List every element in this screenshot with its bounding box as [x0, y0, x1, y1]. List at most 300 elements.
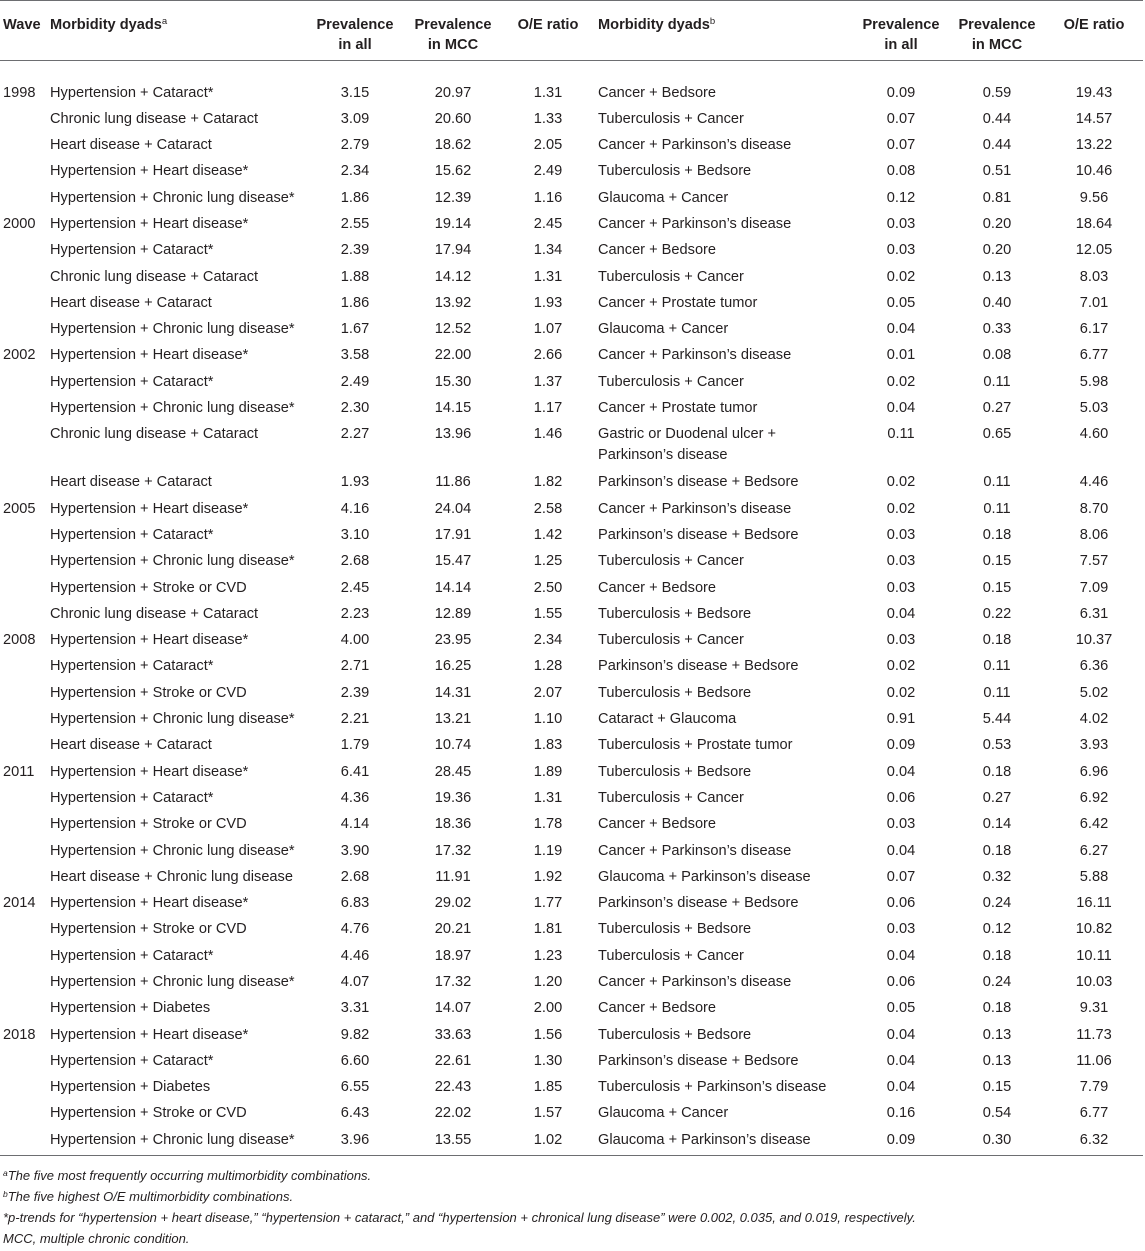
prevalence-mcc-cell: 0.18	[982, 526, 1012, 543]
frequent-dyad-cell: Hypertension + Cataract*	[50, 526, 214, 543]
prevalence-all-cell: 1.86	[340, 294, 370, 311]
high-oe-dyad-cell: Tuberculosis + Prostate tumor	[598, 737, 793, 754]
header-prevalence-all-line2: in all	[338, 37, 372, 53]
table-row	[0, 1048, 1143, 1074]
prevalence-all-cell: 0.06	[886, 789, 916, 806]
prevalence-mcc-cell: 0.11	[983, 658, 1011, 675]
prevalence-all-cell: 2.21	[340, 711, 370, 728]
prevalence-all-cell: 0.06	[886, 974, 916, 990]
oe-ratio-cell: 9.56	[1079, 189, 1109, 206]
prevalence-all-cell: 0.03	[886, 553, 916, 570]
prevalence-all-cell: 0.05	[886, 294, 916, 311]
table-row	[0, 469, 1143, 495]
prevalence-mcc-cell: 0.32	[982, 868, 1012, 885]
high-oe-dyad-cell: Tuberculosis + Bedsore	[598, 763, 752, 780]
high-oe-dyad-cell: Cancer + Parkinson’s disease	[598, 215, 792, 232]
oe-ratio-cell: 1.31	[533, 789, 563, 806]
oe-ratio-cell: 1.17	[533, 400, 563, 417]
prevalence-mcc-cell: 14.31	[434, 684, 472, 701]
frequent-dyad-cell: Chronic lung disease + Cataract	[50, 426, 259, 443]
table-row	[0, 106, 1143, 132]
frequent-dyad-cell: Hypertension + Cataract*	[50, 84, 214, 101]
table-row	[0, 601, 1143, 627]
wave-cell	[0, 264, 46, 290]
wave-cell	[0, 237, 46, 263]
prevalence-mcc-cell: 0.24	[982, 895, 1012, 912]
prevalence-mcc-cell: 0.59	[982, 84, 1012, 101]
oe-ratio-cell: 1.07	[533, 321, 563, 338]
frequent-dyad-cell: Hypertension + Chronic lung disease*	[50, 842, 295, 859]
wave-cell	[0, 838, 46, 864]
wave-cell	[0, 548, 46, 574]
table-row	[0, 995, 1143, 1021]
wave-cell	[0, 706, 46, 732]
prevalence-mcc-cell: 17.32	[434, 842, 472, 859]
oe-ratio-cell: 1.83	[533, 737, 563, 754]
prevalence-all-cell: 0.04	[886, 947, 916, 964]
prevalence-mcc-cell: 13.96	[434, 426, 472, 443]
frequent-dyad-cell: Hypertension + Diabetes	[50, 1079, 211, 1096]
high-oe-dyad-cell: Cancer + Parkinson’s disease	[598, 842, 792, 859]
oe-ratio-cell: 6.32	[1079, 1131, 1109, 1148]
oe-ratio-cell: 10.11	[1076, 947, 1112, 964]
wave-cell: 2018	[3, 1026, 36, 1043]
high-oe-dyad-cell: Parkinson’s disease + Bedsore	[598, 895, 799, 912]
prevalence-all-cell: 0.04	[886, 842, 916, 859]
prevalence-mcc-cell: 29.02	[434, 895, 472, 912]
header-prevalence-all-line1: Prevalence	[316, 17, 394, 33]
wave-cell	[0, 680, 46, 706]
prevalence-all-cell: 0.04	[886, 1026, 916, 1043]
oe-ratio-cell: 8.03	[1079, 268, 1109, 285]
high-oe-dyad-cell: Parkinson’s disease + Bedsore	[598, 526, 799, 543]
oe-ratio-cell: 11.06	[1076, 1052, 1112, 1069]
table-row	[0, 264, 1143, 290]
prevalence-all-cell: 0.08	[886, 163, 916, 180]
oe-ratio-cell: 1.42	[533, 526, 563, 543]
table-row	[0, 522, 1143, 548]
oe-ratio-cell: 1.31	[533, 84, 563, 101]
prevalence-mcc-cell: 14.12	[434, 268, 472, 285]
table-row	[0, 185, 1143, 211]
footnote-b	[3, 1186, 1139, 1207]
table-row	[0, 864, 1143, 890]
prevalence-all-cell: 0.09	[886, 84, 916, 101]
prevalence-mcc-cell: 20.21	[434, 921, 472, 938]
oe-ratio-cell: 7.79	[1079, 1079, 1109, 1096]
frequent-dyad-cell: Hypertension + Stroke or CVD	[50, 684, 247, 701]
oe-ratio-cell: 6.27	[1079, 842, 1109, 859]
high-oe-dyad-cell: Tuberculosis + Cancer	[598, 373, 744, 390]
oe-ratio-cell: 5.02	[1079, 684, 1109, 701]
prevalence-mcc-cell: 0.54	[982, 1105, 1012, 1122]
prevalence-all-cell: 9.82	[340, 1026, 370, 1043]
frequent-dyad-cell: Hypertension + Diabetes	[50, 1000, 211, 1017]
prevalence-mcc-cell: 0.15	[982, 1079, 1012, 1096]
high-oe-dyad-cell: Tuberculosis + Cancer	[598, 268, 744, 285]
oe-ratio-cell: 2.34	[533, 632, 563, 649]
prevalence-all-cell: 2.30	[340, 400, 370, 417]
prevalence-mcc-cell: 28.45	[434, 763, 472, 780]
frequent-dyad-cell: Hypertension + Chronic lung disease*	[50, 189, 295, 206]
table-row	[0, 732, 1143, 758]
prevalence-mcc-cell: 0.81	[982, 189, 1012, 206]
wave-cell: 2011	[3, 763, 35, 780]
prevalence-mcc-cell: 18.62	[434, 137, 472, 154]
prevalence-all-cell: 0.02	[886, 500, 916, 517]
oe-ratio-cell: 8.06	[1079, 526, 1109, 543]
frequent-dyad-cell: Heart disease + Cataract	[50, 294, 212, 311]
table-row	[0, 785, 1143, 811]
high-oe-dyad-cell: Cataract + Glaucoma	[598, 711, 737, 728]
table-row	[0, 890, 1143, 916]
table-row	[0, 496, 1143, 522]
prevalence-all-cell: 0.02	[886, 373, 916, 390]
frequent-dyad-cell: Hypertension + Heart disease*	[50, 163, 249, 180]
prevalence-all-cell: 0.16	[886, 1105, 916, 1122]
prevalence-all-cell: 2.23	[340, 605, 370, 622]
prevalence-all-cell: 4.14	[340, 816, 370, 833]
oe-ratio-cell: 1.37	[533, 373, 563, 390]
prevalence-mcc-cell: 17.91	[434, 526, 472, 543]
prevalence-mcc-cell: 17.32	[434, 974, 472, 990]
prevalence-all-cell: 3.58	[340, 347, 370, 364]
oe-ratio-cell: 1.23	[533, 947, 563, 964]
oe-ratio-cell: 12.05	[1075, 242, 1113, 259]
prevalence-all-cell: 0.91	[886, 711, 916, 728]
high-oe-dyad-cell: Tuberculosis + Parkinson’s disease	[598, 1079, 827, 1096]
prevalence-all-cell: 6.55	[340, 1079, 370, 1096]
frequent-dyad-cell: Heart disease + Chronic lung disease	[50, 868, 293, 885]
frequent-dyad-cell: Hypertension + Cataract*	[50, 242, 214, 259]
prevalence-all-cell: 4.76	[340, 921, 370, 938]
footnote-b-mark: b	[3, 1188, 8, 1199]
header-prevalence-mcc-line2: in MCC	[427, 37, 479, 53]
prevalence-mcc-cell: 0.53	[982, 737, 1012, 754]
header-prevalence-all-line1: Prevalence	[862, 17, 940, 33]
oe-ratio-cell: 10.46	[1075, 163, 1113, 180]
high-oe-dyad-cell: Cancer + Bedsore	[598, 1000, 717, 1017]
oe-ratio-cell: 6.92	[1079, 789, 1109, 806]
frequent-dyad-cell: Chronic lung disease + Cataract	[50, 268, 259, 285]
oe-ratio-cell: 2.45	[533, 215, 563, 232]
prevalence-all-cell: 0.11	[887, 426, 915, 443]
prevalence-all-cell: 0.07	[886, 110, 916, 127]
prevalence-mcc-cell: 24.04	[434, 500, 472, 517]
wave-cell	[0, 916, 46, 942]
oe-ratio-cell: 2.49	[533, 163, 563, 180]
prevalence-mcc-cell: 18.97	[434, 947, 472, 964]
prevalence-mcc-cell: 0.12	[982, 921, 1012, 938]
prevalence-all-cell: 3.10	[340, 526, 370, 543]
frequent-dyad-cell: Hypertension + Cataract*	[50, 1052, 214, 1069]
prevalence-mcc-cell: 20.97	[434, 84, 472, 101]
oe-ratio-cell: 2.50	[533, 579, 563, 596]
oe-ratio-cell: 1.56	[533, 1026, 563, 1043]
high-oe-dyad-cell: Tuberculosis + Cancer	[598, 947, 744, 964]
oe-ratio-cell: 14.57	[1075, 110, 1113, 127]
prevalence-mcc-cell: 18.36	[434, 816, 472, 833]
oe-ratio-cell: 1.19	[533, 842, 563, 859]
frequent-dyad-cell: Hypertension + Chronic lung disease*	[50, 321, 295, 338]
table-row	[0, 575, 1143, 601]
header-prevalence-mcc-line2: in MCC	[971, 37, 1023, 53]
high-oe-dyad-cell: Glaucoma + Cancer	[598, 189, 729, 206]
table-row	[0, 759, 1143, 785]
oe-ratio-cell: 4.02	[1079, 711, 1109, 728]
high-oe-dyad-cell: Cancer + Parkinson’s disease	[598, 347, 792, 364]
prevalence-all-cell: 2.55	[340, 215, 370, 232]
oe-ratio-cell: 10.82	[1075, 921, 1113, 938]
oe-ratio-cell: 1.89	[533, 763, 563, 780]
high-oe-dyad-cell: Glaucoma + Parkinson’s disease	[598, 1131, 811, 1148]
prevalence-mcc-cell: 22.00	[434, 347, 472, 364]
oe-ratio-cell: 4.60	[1079, 426, 1109, 443]
frequent-dyad-cell: Hypertension + Heart disease*	[50, 895, 249, 912]
oe-ratio-cell: 19.43	[1075, 84, 1113, 101]
prevalence-mcc-cell: 0.13	[982, 1026, 1012, 1043]
prevalence-all-cell: 4.16	[340, 500, 370, 517]
frequent-dyad-cell: Hypertension + Chronic lung disease*	[50, 1131, 295, 1148]
table-row	[0, 290, 1143, 316]
prevalence-all-cell: 4.46	[340, 947, 370, 964]
prevalence-mcc-cell: 11.86	[435, 474, 471, 491]
high-oe-dyad-cell: Tuberculosis + Bedsore	[598, 921, 752, 938]
high-oe-dyad-cell: Tuberculosis + Bedsore	[598, 163, 752, 180]
prevalence-all-cell: 0.05	[886, 1000, 916, 1017]
prevalence-all-cell: 0.12	[886, 189, 916, 206]
wave-cell	[0, 601, 46, 627]
prevalence-all-cell: 2.39	[340, 242, 370, 259]
table-row	[0, 395, 1143, 421]
prevalence-mcc-cell: 0.14	[982, 816, 1012, 833]
frequent-dyad-cell: Hypertension + Chronic lung disease*	[50, 400, 295, 417]
table-row	[0, 969, 1143, 995]
high-oe-dyad-cell: Tuberculosis + Cancer	[598, 632, 744, 649]
oe-ratio-cell: 1.10	[533, 711, 563, 728]
prevalence-mcc-cell: 12.52	[434, 321, 472, 338]
high-oe-dyad-cell: Glaucoma + Cancer	[598, 1105, 729, 1122]
frequent-dyad-cell: Hypertension + Chronic lung disease*	[50, 553, 295, 570]
oe-ratio-cell: 3.93	[1079, 737, 1109, 754]
oe-ratio-cell: 7.01	[1079, 294, 1109, 311]
prevalence-mcc-cell: 0.15	[982, 579, 1012, 596]
prevalence-mcc-cell: 33.63	[434, 1026, 472, 1043]
prevalence-mcc-cell: 0.44	[982, 137, 1012, 154]
table-row	[0, 316, 1143, 342]
prevalence-all-cell: 0.04	[886, 605, 916, 622]
prevalence-all-cell: 2.79	[340, 137, 370, 154]
oe-ratio-cell: 7.57	[1079, 553, 1109, 570]
prevalence-all-cell: 2.71	[340, 658, 370, 675]
table-row	[0, 943, 1143, 969]
prevalence-mcc-cell: 14.14	[434, 579, 472, 596]
oe-ratio-cell: 1.85	[533, 1079, 563, 1096]
high-oe-dyad-cell: Cancer + Prostate tumor	[598, 294, 758, 311]
prevalence-all-cell: 4.00	[340, 632, 370, 649]
prevalence-mcc-cell: 0.18	[982, 632, 1012, 649]
oe-ratio-cell: 1.02	[533, 1131, 563, 1148]
high-oe-dyad-cell: Glaucoma + Cancer	[598, 321, 729, 338]
high-oe-dyad-cell: Cancer + Prostate tumor	[598, 400, 758, 417]
prevalence-all-cell: 0.02	[886, 474, 916, 491]
header-prevalence-mcc-1	[404, 1, 502, 61]
wave-cell	[0, 785, 46, 811]
header-prevalence-all-2	[853, 1, 949, 61]
high-oe-dyad-cell: Tuberculosis + Bedsore	[598, 605, 752, 622]
frequent-dyad-cell: Chronic lung disease + Cataract	[50, 605, 259, 622]
oe-ratio-cell: 1.31	[533, 268, 563, 285]
table-row	[0, 158, 1143, 184]
wave-cell	[0, 864, 46, 890]
footnote-a-mark: a	[3, 1167, 8, 1178]
header-dyads-a-sup: a	[161, 16, 168, 27]
wave-cell: 2014	[3, 895, 36, 912]
high-oe-dyad-cell: Cancer + Bedsore	[598, 84, 717, 101]
prevalence-mcc-cell: 0.11	[983, 474, 1011, 491]
prevalence-all-cell: 2.45	[340, 579, 370, 596]
prevalence-all-cell: 2.39	[340, 684, 370, 701]
prevalence-mcc-cell: 12.39	[434, 189, 472, 206]
wave-cell	[0, 522, 46, 548]
oe-ratio-cell: 6.77	[1079, 1105, 1109, 1122]
prevalence-all-cell: 1.93	[340, 474, 370, 491]
prevalence-all-cell: 4.36	[340, 789, 370, 806]
table-row	[0, 811, 1143, 837]
oe-ratio-cell: 1.81	[533, 921, 563, 938]
table-row	[0, 706, 1143, 732]
wave-cell	[0, 732, 46, 758]
header-gap	[0, 61, 1143, 80]
prevalence-all-cell: 6.43	[340, 1105, 370, 1122]
wave-cell	[0, 1100, 46, 1126]
wave-cell	[0, 185, 46, 211]
prevalence-mcc-cell: 0.18	[982, 763, 1012, 780]
prevalence-mcc-cell: 0.11	[983, 373, 1011, 390]
prevalence-mcc-cell: 22.43	[434, 1079, 472, 1096]
prevalence-all-cell: 3.15	[340, 84, 370, 101]
wave-cell	[0, 1074, 46, 1100]
header-dyads-b-label: Morbidity dyads	[598, 17, 710, 33]
wave-cell	[0, 1048, 46, 1074]
table-row	[0, 548, 1143, 574]
header-dyads-a-label: Morbidity dyads	[50, 17, 162, 33]
high-oe-dyad-cell: Glaucoma + Parkinson’s disease	[598, 868, 811, 885]
wave-cell	[0, 575, 46, 601]
table-row	[0, 211, 1143, 237]
prevalence-all-cell: 0.04	[886, 321, 916, 338]
prevalence-mcc-cell: 0.24	[982, 974, 1012, 990]
frequent-dyad-cell: Hypertension + Heart disease*	[50, 347, 249, 364]
prevalence-mcc-cell: 0.33	[982, 321, 1012, 338]
wave-cell: 2008	[3, 632, 36, 649]
prevalence-mcc-cell: 15.30	[434, 373, 472, 390]
table-header	[0, 1, 1143, 61]
prevalence-mcc-cell: 12.89	[434, 605, 472, 622]
table-row	[0, 1100, 1143, 1126]
high-oe-dyad-cell: Tuberculosis + Bedsore	[598, 1026, 752, 1043]
frequent-dyad-cell: Hypertension + Cataract*	[50, 947, 214, 964]
prevalence-all-cell: 0.02	[886, 684, 916, 701]
prevalence-all-cell: 0.03	[886, 215, 916, 232]
oe-ratio-cell: 5.03	[1079, 400, 1109, 417]
wave-cell	[0, 132, 46, 158]
prevalence-mcc-cell: 0.30	[982, 1131, 1012, 1148]
prevalence-mcc-cell: 0.18	[982, 947, 1012, 964]
oe-ratio-cell: 11.73	[1076, 1026, 1112, 1043]
wave-cell	[0, 421, 46, 469]
oe-ratio-cell: 6.42	[1079, 816, 1109, 833]
prevalence-all-cell: 3.31	[340, 1000, 370, 1017]
prevalence-mcc-cell: 0.13	[982, 1052, 1012, 1069]
oe-ratio-cell: 1.82	[533, 474, 563, 491]
header-prevalence-mcc-2	[949, 1, 1045, 61]
prevalence-mcc-cell: 0.08	[982, 347, 1012, 364]
prevalence-all-cell: 0.03	[886, 579, 916, 596]
wave-cell	[0, 811, 46, 837]
oe-ratio-cell: 1.78	[533, 816, 563, 833]
prevalence-all-cell: 1.86	[340, 189, 370, 206]
prevalence-mcc-cell: 0.15	[982, 553, 1012, 570]
oe-ratio-cell: 9.31	[1079, 1000, 1109, 1017]
prevalence-mcc-cell: 13.92	[434, 294, 472, 311]
high-oe-dyad-cell: Cancer + Bedsore	[598, 816, 717, 833]
oe-ratio-cell: 6.96	[1079, 763, 1109, 780]
frequent-dyad-cell: Hypertension + Heart disease*	[50, 500, 249, 517]
oe-ratio-cell: 1.25	[533, 553, 563, 570]
frequent-dyad-cell: Hypertension + Stroke or CVD	[50, 579, 247, 596]
frequent-dyad-cell: Hypertension + Heart disease*	[50, 763, 249, 780]
prevalence-mcc-cell: 0.20	[982, 215, 1012, 232]
wave-cell	[0, 290, 46, 316]
prevalence-all-cell: 0.03	[886, 816, 916, 833]
table-row	[0, 421, 1143, 469]
prevalence-all-cell: 0.06	[886, 895, 916, 912]
prevalence-mcc-cell: 0.18	[982, 842, 1012, 859]
oe-ratio-cell: 1.34	[533, 242, 563, 259]
high-oe-dyad-cell: Cancer + Bedsore	[598, 579, 717, 596]
oe-ratio-cell: 16.11	[1076, 895, 1112, 912]
prevalence-mcc-cell: 13.55	[434, 1131, 472, 1148]
prevalence-mcc-cell: 0.40	[982, 294, 1012, 311]
prevalence-mcc-cell: 10.74	[434, 737, 472, 754]
oe-ratio-cell: 2.66	[533, 347, 563, 364]
oe-ratio-cell: 2.07	[533, 684, 563, 701]
oe-ratio-cell: 6.77	[1079, 347, 1109, 364]
prevalence-all-cell: 3.09	[340, 110, 370, 127]
table-row	[0, 1074, 1143, 1100]
frequent-dyad-cell: Hypertension + Cataract*	[50, 789, 214, 806]
high-oe-dyad-cell: Parkinson’s disease + Bedsore	[598, 474, 799, 491]
prevalence-mcc-cell: 16.25	[434, 658, 472, 675]
oe-ratio-cell: 1.30	[533, 1052, 563, 1069]
prevalence-all-cell: 0.09	[886, 1131, 916, 1148]
prevalence-all-cell: 0.07	[886, 868, 916, 885]
prevalence-all-cell: 0.01	[886, 347, 916, 364]
wave-cell	[0, 106, 46, 132]
oe-ratio-cell: 10.37	[1075, 632, 1113, 649]
high-oe-dyad-cell: Cancer + Bedsore	[598, 242, 717, 259]
frequent-dyad-cell: Hypertension + Chronic lung disease*	[50, 711, 295, 728]
prevalence-all-cell: 1.88	[340, 268, 370, 285]
footnote-mcc: MCC, multiple chronic condition.	[3, 1230, 190, 1246]
prevalence-mcc-cell: 23.95	[434, 632, 472, 649]
prevalence-all-cell: 2.68	[340, 868, 370, 885]
oe-ratio-cell: 1.28	[533, 658, 563, 675]
frequent-dyad-cell: Hypertension + Chronic lung disease*	[50, 974, 295, 990]
wave-cell: 1998	[3, 84, 36, 101]
prevalence-all-cell: 0.04	[886, 1079, 916, 1096]
